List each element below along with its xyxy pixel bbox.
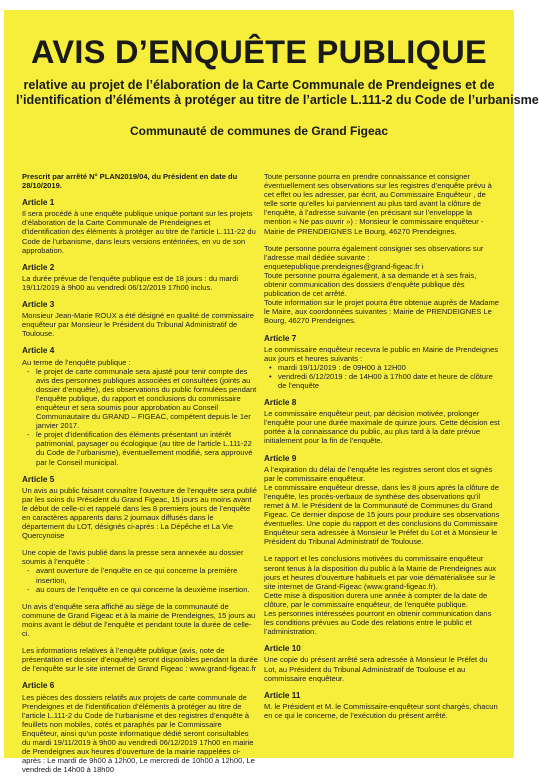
notice-subtitle bbox=[16, 78, 539, 108]
article-heading: Article 7 bbox=[264, 333, 297, 343]
article-text: Un avis d’enquête sera affiché au siège de la communauté de commune de Grand Figeac et à la mairie de Prendeignes, 15 jours au moins avant le début de l’enquête et pendant toute la durée de celle-ci. bbox=[22, 601, 256, 639]
article-heading: Article 2 bbox=[22, 262, 55, 272]
subtitle-line: relative au projet de l’élaboration de la Carte Communale de Prendeignes et de bbox=[23, 78, 495, 92]
article-4 bbox=[22, 346, 258, 466]
list-item: - le projet de carte communale sera ajusté pour tenir compte des avis des personnes publiques associées et consultées (joints au dossier d’enquête), des observations du public formulées pendant l’enquête publique, du rapport et conclusions du commissaire enquêteur et sera soumis pour approbation au Conseil Communautaire du GRAND – FIGEAC, compétent depuis le 1er janvier 2017. bbox=[36, 367, 258, 431]
article-text: Monsieur Jean-Marie ROUX a été désigné en qualité de commissaire enquêteur par Monsieur le Président du Tribunal Administratif de Toulouse. bbox=[22, 311, 254, 339]
article-text: Le rapport et les conclusions motivées du commissaire enquêteur seront tenus à la disposition du public à la Mairie de Prendeignes aux jours et heures d’ouverture habituels et par voie dématérialisée sur le site internet de Grand-Figeac (www.grand-figeac.fr). bbox=[264, 554, 497, 591]
article-1 bbox=[22, 198, 258, 255]
article-10 bbox=[264, 644, 500, 682]
article-text: M. le Président et M. le Commissaire-enquêteur sont chargés, chacun en ce qui le concerne, de l’exécution du présent arrêté. bbox=[264, 701, 498, 720]
article-text: A l’expiration du délai de l’enquête les registres seront clos et signés par le commissaire enquêteur. bbox=[264, 464, 493, 483]
article-text: Les personnes intéressées pourront en obtenir communication dans les conditions prévues au Code des relations entre le public et l’administration. bbox=[264, 609, 492, 637]
article-2 bbox=[22, 263, 258, 292]
article-text: Cette mise à disposition durera une année à compter de la date de clôture, par le commissaire enquêteur, de l’enquête publique. bbox=[264, 590, 488, 609]
article-list bbox=[22, 566, 258, 593]
article-heading: Article 1 bbox=[22, 198, 55, 208]
article-list bbox=[264, 363, 500, 390]
article-text: Toute information sur le projet pourra être obtenue auprès de Madame le Maire, aux coordonnées suivantes : Mairie de PRENDEIGNES Le Bourg, 46270 Prendeignes. bbox=[264, 298, 499, 326]
list-item: • vendredi 6/12/2019 : de 14H00 à 17h00 date et heure de clôture de l’enquête bbox=[278, 372, 500, 390]
article-text: Le commissaire enquêteur dresse, dans les 8 jours après la clôture de l’enquête, les procès-verbaux de synthèse des observations qu’il remet à M. le Président de la Communauté de Communes du Grand Figeac. Ce dernier dispose de 15 jours pour produire ses observations éventuelles. Une copie du rapport et des conclusions du Commissaire Enquêteur sera adressée à Monsieur le Préfet du Lot et à Monsieur le Président du Tribunal Administratif de Toulouse. bbox=[264, 482, 500, 547]
article-text: Le commissaire enquêteur recevra le public en Mairie de Prendeignes aux jours et heures suivants : bbox=[264, 344, 499, 363]
article-text: Une copie de l’avis publié dans la presse sera annexée au dossier soumis à l’enquête : bbox=[22, 548, 244, 567]
article-11 bbox=[264, 691, 500, 720]
article-text: Toute personne pourra également, à sa demande et à ses frais, obtenir communication des dossiers d’enquête publique dès publication de cet arrêté. bbox=[264, 270, 477, 299]
article-heading: Article 8 bbox=[264, 398, 297, 408]
left-column bbox=[22, 172, 258, 782]
article-text: Les pièces des dossiers relatifs aux projets de carte communale de Prendeignes et de l’identification d’éléments à protéger au titre de l’article L.111-2 du Code de l’urbanisme et des registres d’enquête à feuillets non mobiles, cotés et paraphés par le Commissaire Enquêteur, ainsi qu’un poste informatique dédié seront consultables du mardi 19/11/2019 à 9h00 au vendredi 06/12/2019 17h00 en mairie de Prendeignes aux heures d’ouverture de la mairie rappelées ci-après : Le mardi de 9h00 à 12h00, Le mercredi de 10h00 à 12h00, Le vendredi de 14h00 à 18h00 bbox=[22, 692, 255, 775]
notice-body bbox=[22, 172, 500, 782]
article-heading: Article 11 bbox=[264, 690, 301, 700]
list-item: - avant ouverture de l’enquête en ce qui concerne la première insertion, bbox=[36, 566, 258, 584]
article-text: Une copie du présent arrêté sera adressée à Monsieur le Préfet du Lot, au Président du Tribunal Administratif de Toulouse et au commissaire enquêteur. bbox=[264, 655, 488, 683]
right-column bbox=[264, 172, 500, 782]
article-heading: Article 9 bbox=[264, 453, 297, 463]
article-text: Au terme de l’enquête publique : bbox=[22, 357, 131, 367]
article-8 bbox=[264, 398, 500, 445]
article-7 bbox=[264, 334, 500, 391]
notice-title: AVIS D’ENQUÊTE PUBLIQUE bbox=[31, 34, 487, 70]
notice-poster bbox=[4, 10, 539, 775]
list-item: • mardi 19/11/2019 : de 09H00 à 12H00 bbox=[278, 363, 500, 372]
article-heading: Article 5 bbox=[22, 474, 55, 484]
prescription-line: Prescrit par arrêté N° PLAN2019/04, du Président en date du 28/10/2019. bbox=[22, 172, 238, 191]
article-heading: Article 4 bbox=[22, 346, 55, 356]
article-text: Les informations relatives à l’enquête publique (avis, note de présentation et dossier d’enquête) seront disponibles pendant la durée de l’enquête sur le site internet de Grand Figeac : www.grand-figeac.fr bbox=[22, 646, 258, 674]
article-heading: Article 3 bbox=[22, 300, 55, 310]
article-5 bbox=[22, 475, 258, 674]
article-text: La durée prévue de l’enquête publique est de 18 jours : du mardi 19/11/2019 à 9h00 au vendredi 06/12/2019 17h00 inclus. bbox=[22, 273, 239, 292]
article-text: Toute personne pourra également consigner ses observations sur l’adresse mail dédiée suivante : enquetepublique.prendeignes@grand-figeac.fr i bbox=[264, 243, 484, 271]
article-6-continued bbox=[264, 172, 500, 326]
article-heading: Article 10 bbox=[264, 644, 301, 654]
article-list bbox=[22, 367, 258, 467]
list-item: - le projet d’identification des éléments présentant un intérêt patrimonial, paysager ou écologique (au titre de l’article L.111-22 du Code de l’urbanisme), éventuellement modifié, sera approuvé par le Conseil municipal. bbox=[36, 430, 258, 466]
article-9 bbox=[264, 454, 500, 637]
article-text: Il sera procédé à une enquête publique unique portant sur les projets d’élaboration de la Carte Communale de Prendeignes et d’identification des éléments à protéger au titre de l’article L.111-22 du Code de l’urbanisme, dans leurs versions entérinées, en vu de son approbation. bbox=[22, 209, 256, 255]
subtitle-line: l’identification d’éléments à protéger au titre de l’article L.111-2 du Code de l’urbanisme bbox=[16, 93, 539, 107]
article-text: Le commissaire enquêteur peut, par décision motivée, prolonger l’enquête pour une durée maximale de quinze jours. Cette décision est portée à la connaissance du public, au plus tard à la date prévue initialement pour la fin de l’enquête. bbox=[264, 409, 500, 446]
article-text: Toute personne pourra en prendre connaissance et consigner éventuellement ses observations sur les registres d’enquête prévu à cet effet ou les adresser, par écrit, au Commissaire Enquêteur , de telle sorte qu’elles lui parviennent au plus tard avant la clôture de l’enquête, à l’adresse suivante (en précisant sur l’enveloppe la mention « Ne pas ouvrir ») : Monsieur le commissaire enquêteur - Mairie de PRENDEIGNES Le Bourg, 46270 Prendeignes. bbox=[264, 172, 492, 236]
article-heading: Article 6 bbox=[22, 681, 55, 691]
list-item: - au cours de l’enquête en ce qui concerne la deuxième insertion. bbox=[36, 585, 258, 594]
article-6 bbox=[22, 681, 258, 774]
article-text: Un avis au public faisant connaître l’ouverture de l’enquête sera publié par les soins du Président du Grand Figeac, 15 jours au moins avant le début de celle-ci et rappelé dans les 8 premiers jours de l’enquête en caractères apparents dans 2 journaux diffusés dans le département du LOT, désignés ci-après : La Dépêche et La Vie Quercynoise bbox=[22, 485, 257, 541]
article-3 bbox=[22, 300, 258, 338]
organizer-name: Communauté de communes de Grand Figeac bbox=[129, 124, 389, 138]
